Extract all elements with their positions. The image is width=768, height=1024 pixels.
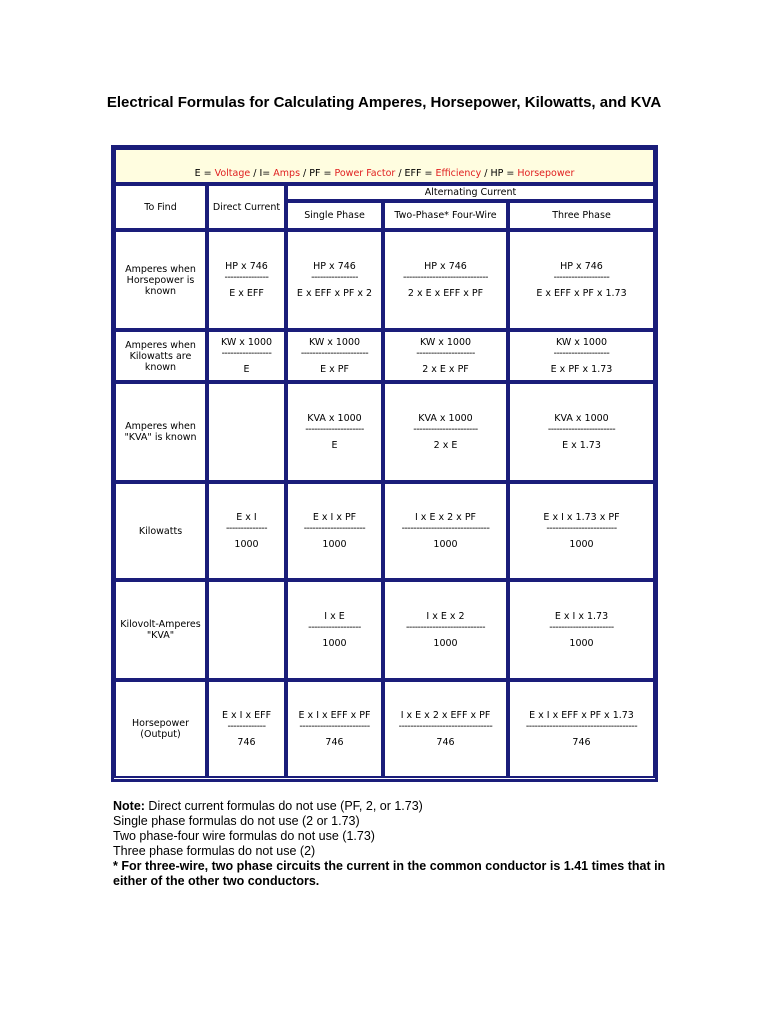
formula-denominator: 2 x E x EFF x PF [407, 288, 484, 299]
formula-divider: ----------------------------- [403, 272, 488, 283]
legend-separator: / [250, 168, 260, 179]
formula-cell [207, 230, 286, 330]
note-line-3: Two phase-four wire formulas do not use (1.73) [113, 829, 375, 843]
formula-divider: ------------------------ [546, 523, 617, 534]
legend-key: PF [309, 168, 321, 179]
formula-numerator: E x I x PF [312, 512, 357, 523]
formula-numerator: E x I x 1.73 x PF [543, 512, 620, 523]
formula-denominator: 1000 [234, 539, 259, 550]
note-line-2: Single phase formulas do not use (2 or 1.73) [113, 814, 360, 828]
legend-value: Horsepower [517, 168, 575, 179]
formula-cell [207, 680, 286, 778]
formula-denominator: E x PF [320, 364, 349, 375]
header-two-phase-label: Two-Phase* Four-Wire [394, 210, 497, 221]
header-to-find [114, 184, 207, 230]
formula-numerator: I x E x 2 x PF [414, 512, 477, 523]
formula-divider: ------------------- [553, 272, 610, 283]
formula-divider: -------------------- [416, 348, 475, 359]
legend-key: HP [490, 168, 504, 179]
formula-cell [383, 382, 508, 482]
legend-value: Amps [273, 168, 301, 179]
formula-cell [207, 330, 286, 382]
formula-denominator: 1000 [322, 539, 347, 550]
notes-section [113, 799, 673, 889]
formula-numerator: KVA x 1000 [418, 413, 473, 424]
formula-denominator: E x EFF [229, 288, 264, 299]
row-label-text: Amperes when Kilowatts are known [125, 339, 196, 373]
formula-denominator: 746 [325, 737, 344, 748]
formula-numerator: HP x 746 [424, 261, 467, 272]
formula-numerator: I x E x 2 [426, 611, 465, 622]
header-direct-current [207, 184, 286, 230]
legend-text [116, 168, 653, 179]
header-alternating-current-label: Alternating Current [424, 187, 517, 198]
formula-divider: --------------- [224, 272, 269, 283]
legend-equals: = [262, 168, 274, 179]
formula-cell [286, 330, 383, 382]
formula-denominator: 746 [436, 737, 455, 748]
legend-equals: = [200, 168, 215, 179]
formula-divider: ----------------------- [547, 424, 616, 435]
row-label [114, 330, 207, 382]
legend-value: Voltage [214, 168, 251, 179]
formula-numerator: KW x 1000 [308, 337, 361, 348]
row-label-text: Kilovolt-Amperes "KVA" [120, 619, 201, 641]
formula-numerator: KW x 1000 [419, 337, 472, 348]
formula-divider: ----------------------- [300, 348, 369, 359]
legend-row [114, 148, 655, 184]
formula-divider: ------------------ [308, 622, 361, 633]
header-single-phase [286, 201, 383, 230]
formula-cell [207, 580, 286, 680]
formula-numerator: HP x 746 [313, 261, 356, 272]
legend-separator: / [300, 168, 310, 179]
formula-denominator: 746 [572, 737, 591, 748]
formula-table [111, 145, 658, 782]
row-label-text: Amperes when "KVA" is known [124, 421, 197, 443]
formula-numerator: HP x 746 [225, 261, 268, 272]
formula-divider: --------------------- [303, 523, 366, 534]
formula-cell [383, 680, 508, 778]
formula-divider: --------------------------- [405, 622, 486, 633]
formula-denominator: E [331, 440, 338, 451]
formula-numerator: E x I x EFF x PF x 1.73 [529, 710, 634, 721]
formula-denominator: E x 1.73 [562, 440, 601, 451]
legend-equals: = [320, 168, 335, 179]
formula-cell [286, 580, 383, 680]
formula-cell [286, 382, 383, 482]
formula-denominator: E [243, 364, 250, 375]
row-label [114, 482, 207, 580]
formula-divider: ------------------------------ [401, 523, 490, 534]
header-alternating-current [286, 184, 655, 201]
legend-key: I [259, 168, 263, 179]
formula-divider: ------------------------ [299, 721, 370, 732]
formula-denominator: E x EFF x PF x 2 [296, 288, 373, 299]
row-label-text: Kilowatts [138, 525, 183, 537]
formula-numerator: KW x 1000 [220, 337, 273, 348]
formula-divider: -------------------------------- [398, 721, 493, 732]
formula-divider: ---------------- [311, 272, 358, 283]
formula-numerator: HP x 746 [560, 261, 603, 272]
row-label-text: Amperes when Horsepower is known [125, 263, 196, 297]
formula-denominator: 1000 [433, 539, 458, 550]
formula-denominator: 2 x E x PF [422, 364, 469, 375]
formula-denominator: 1000 [569, 638, 594, 649]
formula-divider: ---------------------- [413, 424, 478, 435]
formula-cell [383, 230, 508, 330]
formula-cell [286, 230, 383, 330]
formula-numerator: KW x 1000 [555, 337, 608, 348]
formula-numerator: E x I x 1.73 [554, 611, 609, 622]
legend-separator: / [481, 168, 491, 179]
formula-divider: ----------------- [221, 348, 272, 359]
legend-value: Power Factor [334, 168, 396, 179]
formula-divider: -------------------------------------- [525, 721, 638, 732]
row-label [114, 580, 207, 680]
header-single-phase-label: Single Phase [304, 210, 365, 221]
formula-divider: ---------------------- [549, 622, 614, 633]
formula-denominator: 1000 [322, 638, 347, 649]
formula-cell [207, 382, 286, 482]
legend-key: EFF [404, 168, 422, 179]
formula-cell [508, 230, 655, 330]
formula-divider: -------------- [226, 523, 267, 534]
formula-cell [383, 330, 508, 382]
note-line-4: Three phase formulas do not use (2) [113, 844, 316, 858]
note-text-1: Direct current formulas do not use (PF, 2, or 1.73) [144, 799, 423, 813]
formula-numerator: I x E x 2 x EFF x PF [400, 710, 491, 721]
formula-numerator: E x I [236, 512, 257, 523]
formula-denominator: 746 [237, 737, 256, 748]
formula-cell [286, 680, 383, 778]
legend-equals: = [503, 168, 518, 179]
formula-divider: ------------------- [553, 348, 610, 359]
formula-divider: ------------- [227, 721, 266, 732]
header-to-find-label: To Find [144, 201, 177, 213]
formula-cell [508, 482, 655, 580]
formula-cell [383, 580, 508, 680]
formula-denominator: 1000 [433, 638, 458, 649]
formula-denominator: 2 x E [433, 440, 458, 451]
formula-denominator: E x EFF x PF x 1.73 [536, 288, 627, 299]
row-label-text: Horsepower (Output) [131, 718, 190, 740]
formula-numerator: E x I x EFF x PF [298, 710, 371, 721]
formula-denominator: 1000 [569, 539, 594, 550]
row-label [114, 230, 207, 330]
formula-cell [508, 580, 655, 680]
formula-cell [508, 382, 655, 482]
header-three-phase [508, 201, 655, 230]
legend-value: Efficiency [435, 168, 482, 179]
formula-numerator: KVA x 1000 [307, 413, 362, 424]
row-label [114, 680, 207, 778]
formula-numerator: I x E [324, 611, 345, 622]
legend-separator: / [395, 168, 405, 179]
note-line-5: * For three-wire, two phase circuits the current in the common conductor is 1.41 times that in either of the other two conductors. [113, 859, 666, 888]
note-line-1 [113, 799, 673, 814]
formula-cell [207, 482, 286, 580]
formula-cell [508, 330, 655, 382]
formula-cell [508, 680, 655, 778]
note-label: Note: [113, 799, 145, 813]
formula-divider: -------------------- [305, 424, 364, 435]
page-title: Electrical Formulas for Calculating Amperes, Horsepower, Kilowatts, and KVA [106, 94, 662, 111]
legend-equals: = [421, 168, 436, 179]
header-two-phase [383, 201, 508, 230]
formula-cell [286, 482, 383, 580]
formula-denominator: E x PF x 1.73 [550, 364, 613, 375]
formula-numerator: KVA x 1000 [554, 413, 609, 424]
formula-numerator: E x I x EFF [221, 710, 272, 721]
legend-key: E [194, 168, 201, 179]
row-label [114, 382, 207, 482]
formula-cell [383, 482, 508, 580]
header-three-phase-label: Three Phase [552, 210, 611, 221]
header-direct-current-label: Direct Current [212, 201, 281, 213]
